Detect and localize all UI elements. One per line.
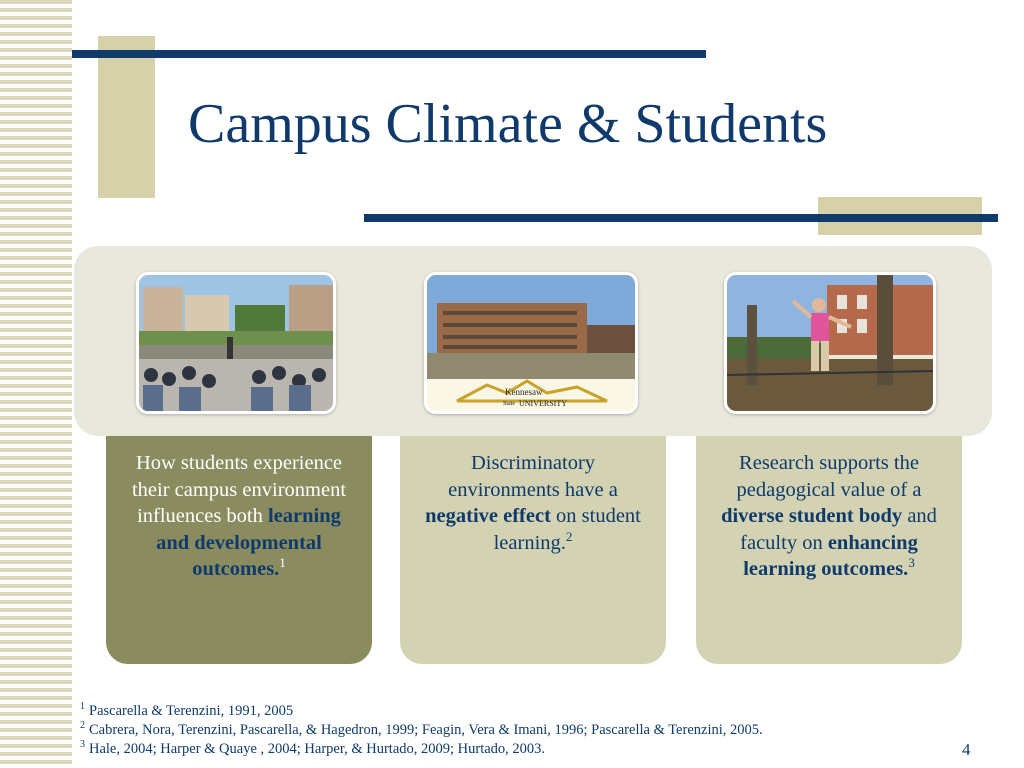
reference-number: 1 [80,701,85,713]
card-discriminatory-environments [400,436,666,664]
reference-item [80,702,763,721]
card3-footnote-marker: 3 [908,555,915,571]
card2-text-after: on student learning. [493,505,641,554]
reference-text: Cabrera, Nora, Terenzini, Pascarella, & Hagedron, 1999; Feagin, Vera & Imani, 1996; Pascarella & Terenzini, 2005. [89,722,763,738]
reference-text: Hale, 2004; Harper & Quaye , 2004; Harper, & Hurtado, 2009; Hurtado, 2003. [89,741,546,757]
reference-text: Pascarella & Terenzini, 1991, 2005 [89,703,294,719]
card3-bold: diverse student body [721,505,903,527]
page-number: 4 [962,740,971,759]
card3-text-middle: and faculty on [740,505,937,554]
reference-number: 2 [80,720,85,732]
reference-number: 3 [80,739,85,751]
card2-bold: negative effect [425,505,551,527]
card2-text: Discriminatory environments have a [448,452,618,501]
title-top-rule [72,50,706,58]
card-research-diversity [696,436,962,664]
card3-bold2: enhancing learning outcomes. [743,531,918,580]
title-bottom-rule [364,214,998,222]
card1-footnote-marker: 1 [279,555,286,571]
card3-text: Research supports the pedagogical value of a [736,452,922,501]
logo-text-university: UNIVERSITY [519,399,567,408]
card1-bold: learning and developmental outcomes. [156,505,341,580]
card2-footnote-marker: 2 [565,528,573,544]
reference-item [80,721,763,740]
references [80,702,763,759]
card1-text: How students experience their campus environment influences both [131,452,347,527]
card-student-experience [106,436,372,664]
slide-title: Campus Climate & Students [188,93,828,155]
campus-ceremony-photo [136,272,336,414]
kennesaw-building-photo [424,272,638,414]
left-stripe-decoration [0,0,72,768]
student-slackline-photo [724,272,936,414]
reference-item [80,740,763,759]
title-accent-block [98,36,155,198]
logo-text-kennesaw: Kennesaw [505,387,543,397]
logo-text-state: State [503,401,515,407]
